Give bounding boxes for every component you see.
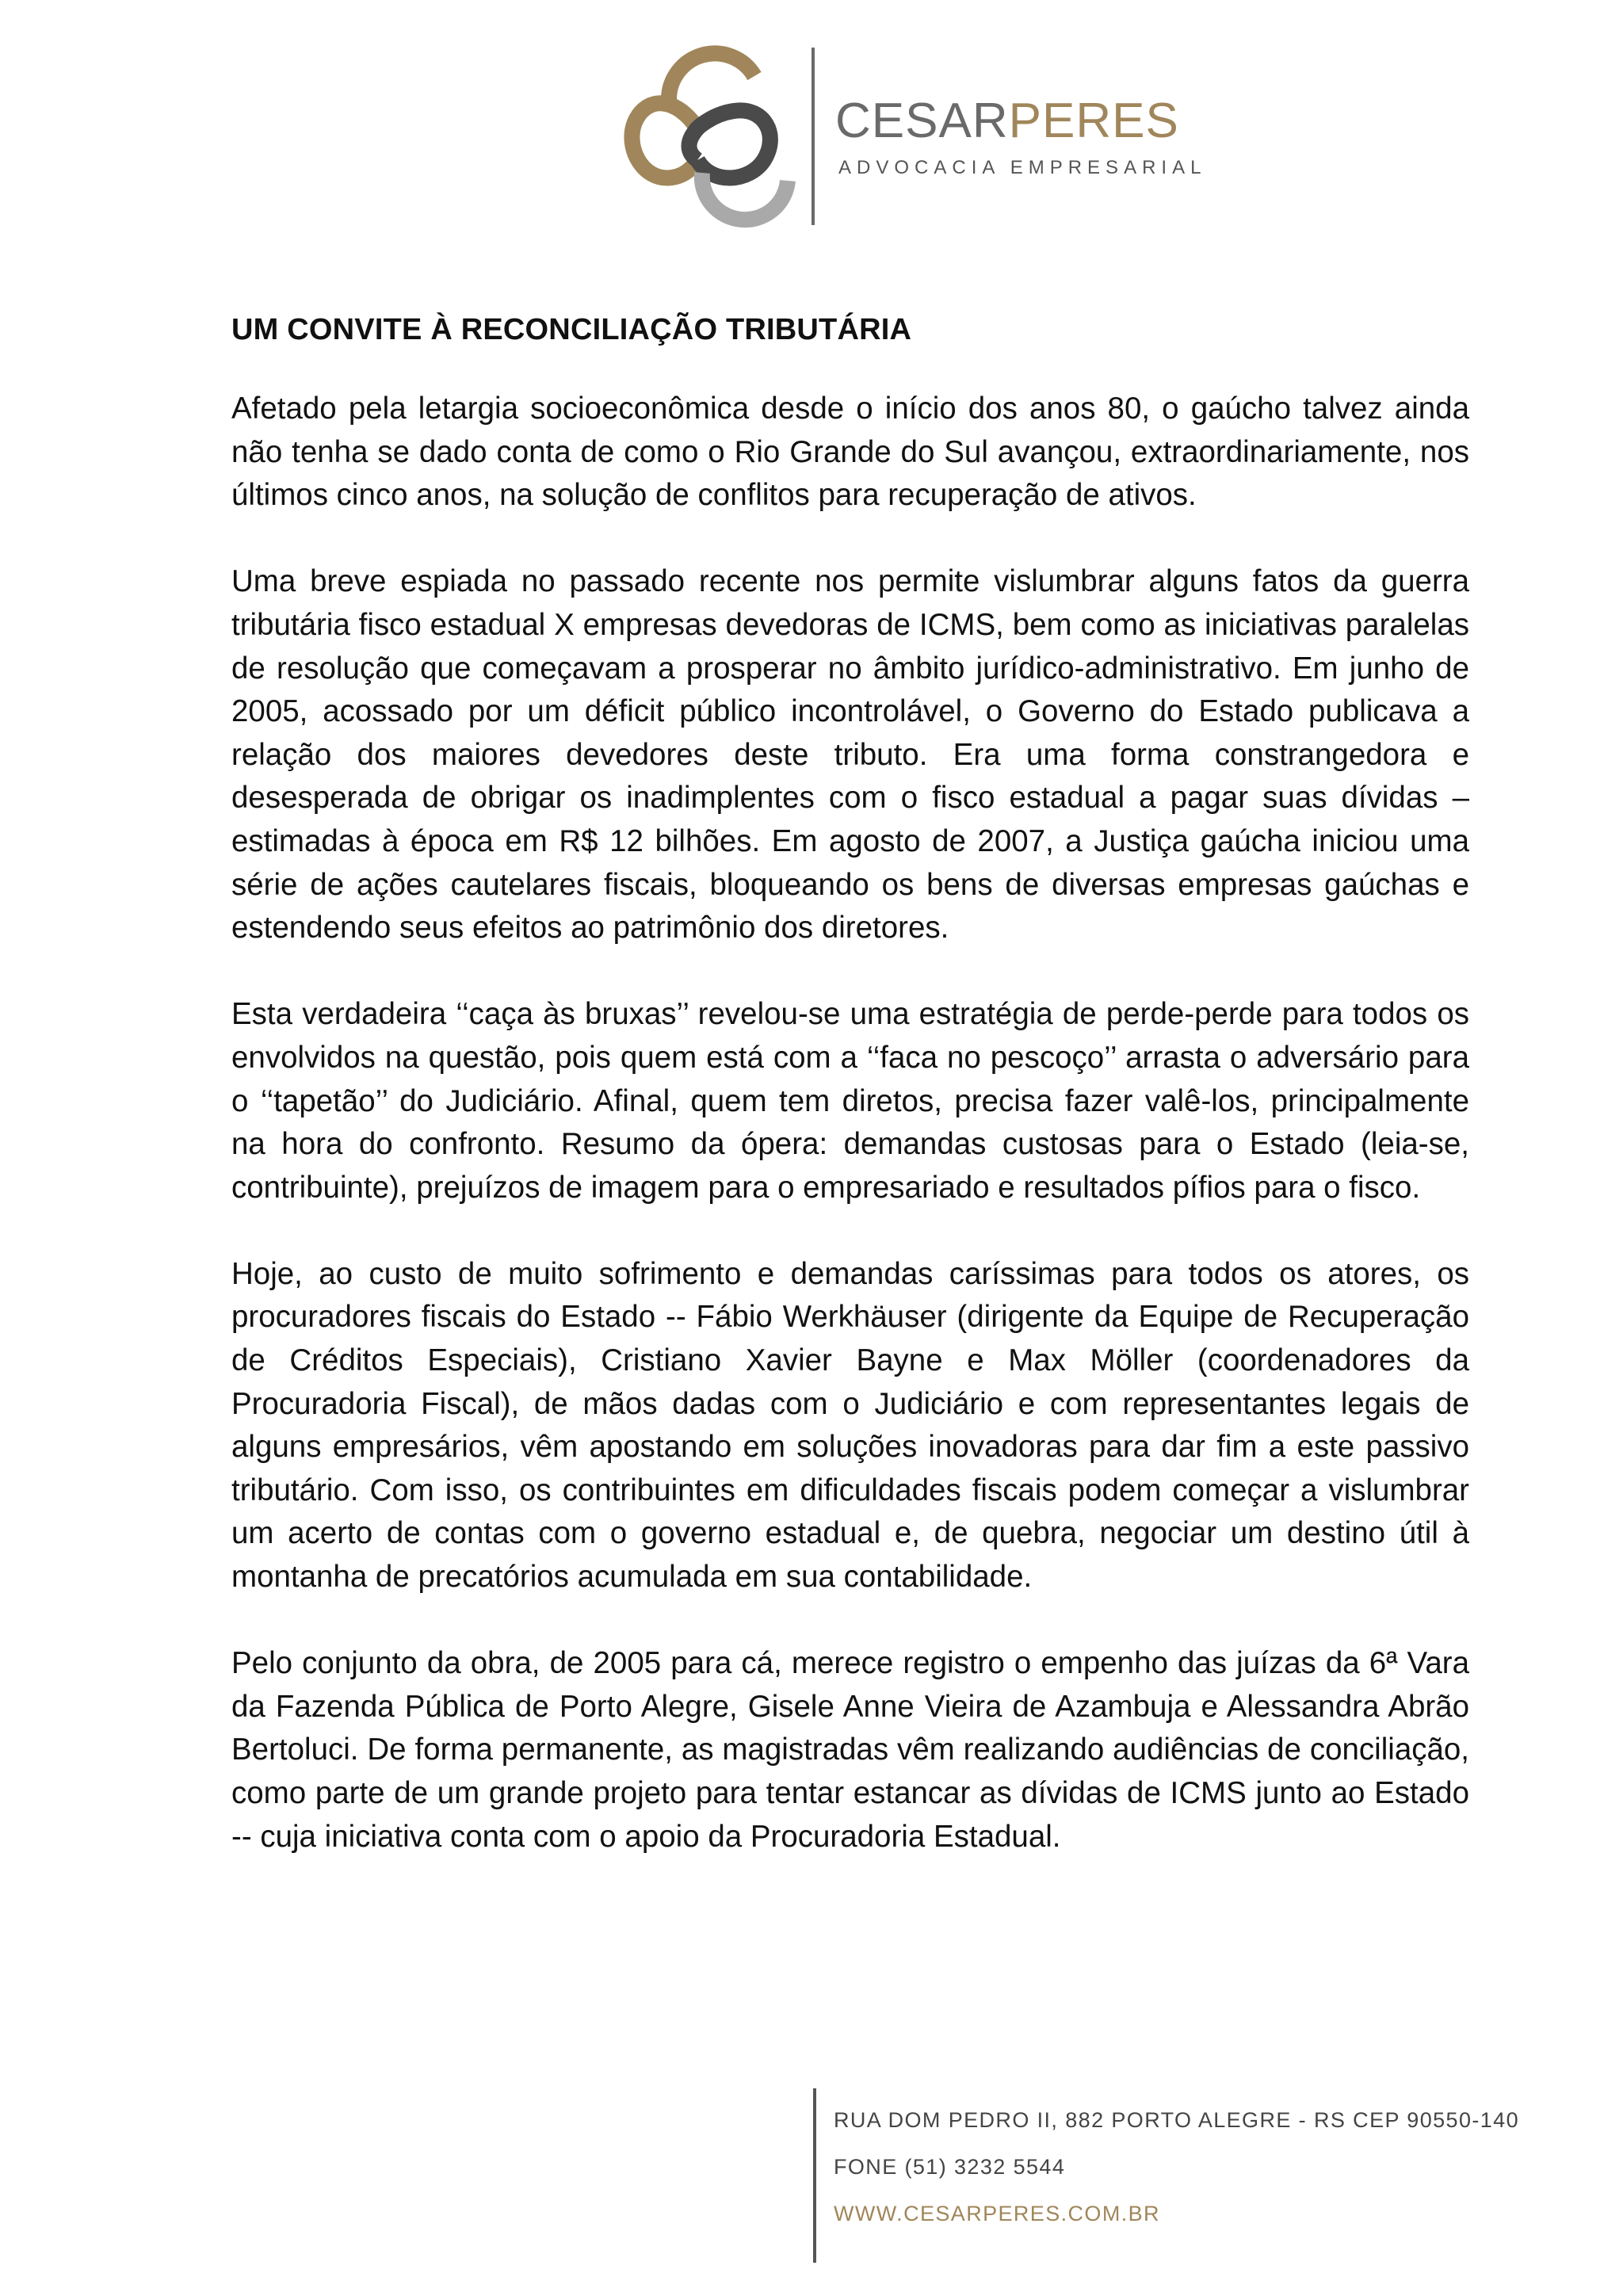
article-paragraph: Pelo conjunto da obra, de 2005 para cá, merece registro o empenho das juízas da 6ª Vara da Fazenda Pública de Porto Alegre, Gisele Anne Vieira de Azambuja e Alessandra Abrão Bertoluci. De forma permanente, as magistradas vêm realizando audiências de conciliação, como parte de um grande projeto para tentar estancar as dívidas de ICMS junto ao Estado -- cuja iniciativa conta com o apoio da Procuradoria Estadual. bbox=[231, 1646, 1469, 1854]
infinity-logo-icon bbox=[601, 41, 807, 231]
brand-part-a: CESAR bbox=[835, 94, 1009, 148]
article-paragraph: Uma breve espiada no passado recente nos permite vislumbrar alguns fatos da guerra tributária fisco estadual X empresas devedoras de ICMS, bem como as iniciativas paralelas de resolução que começavam a prosperar no âmbito jurídico-administrativo. Em junho de 2005, acossado por um déficit público incontrolável, o Governo do Estado publicava a relação dos maiores devedores deste tributo. Era uma forma constrangedora e desesperada de obrigar os inadimplentes com o fisco estadual a pagar suas dívidas – estimadas à época em R$ 12 bilhões. Em agosto de 2007, a Justiça gaúcha iniciou uma série de ações cautelares fiscais, bloqueando os bens de diversas empresas gaúchas e estendendo seus efeitos ao patrimônio dos diretores. bbox=[231, 564, 1469, 946]
footer-address: RUA DOM PEDRO II, 882 PORTO ALEGRE - RS CEP 90550-140 bbox=[834, 2108, 1520, 2132]
article-paragraph: Hoje, ao custo de muito sofrimento e demandas caríssimas para todos os atores, os procuradores fiscais do Estado -- Fábio Werkhäuser (dirigente da Equipe de Recuperação de Créditos Especiais), Cristiano Xavier Bayne e Max Möller (coordenadores da Procuradoria Fiscal), de mãos dadas com o Judiciário e com representantes legais de alguns empresários, vêm apostando em soluções inovadoras para dar fim a este passivo tributário. Com isso, os contribuintes em dificuldades fiscais podem começar a vislumbrar um acerto de contas com o governo estadual e, de quebra, negociar um destino útil à montanha de precatórios acumulada em sua contabilidade. bbox=[231, 1256, 1469, 1595]
article-title: UM CONVITE À RECONCILIAÇÃO TRIBUTÁRIA bbox=[231, 313, 912, 346]
footer-website-link[interactable]: WWW.CESARPERES.COM.BR bbox=[834, 2202, 1160, 2225]
article-paragraph: Esta verdadeira ‘‘caça às bruxas’’ revelou-se uma estratégia de perde-perde para todos os envolvidos na questão, pois quem está com a ‘‘faca no pescoço’’ arrasta o adversário para o ‘‘tapetão’’ do Judiciário. Afinal, quem tem diretos, precisa fazer valê-los, principalmente na hora do confronto. Resumo da ópera: demandas custosas para o Estado (leia-se, contribuinte), prejuízos de imagem para o empresariado e resultados pífios para o fisco. bbox=[231, 997, 1469, 1205]
footer-phone: FONE (51) 3232 5544 bbox=[834, 2155, 1066, 2179]
article-paragraph: Afetado pela letargia socioeconômica desde o início dos anos 80, o gaúcho talvez ainda não tenha se dado conta de como o Rio Grande do Sul avançou, extraordinariamente, nos últimos cinco anos, na solução de conflitos para recuperação de ativos. bbox=[231, 392, 1469, 513]
footer-divider bbox=[813, 2088, 816, 2263]
brand-subtitle: ADVOCACIA EMPRESARIAL bbox=[838, 157, 1207, 178]
logo-divider bbox=[812, 48, 815, 225]
logo-right-arc bbox=[689, 110, 770, 178]
brand-part-b: PERES bbox=[1008, 94, 1179, 148]
logo-top-arc bbox=[669, 53, 754, 100]
article bbox=[231, 313, 1469, 1902]
brand-name bbox=[835, 94, 1179, 148]
footer-contact bbox=[834, 2108, 1519, 2248]
letterhead-logo bbox=[601, 41, 1207, 231]
